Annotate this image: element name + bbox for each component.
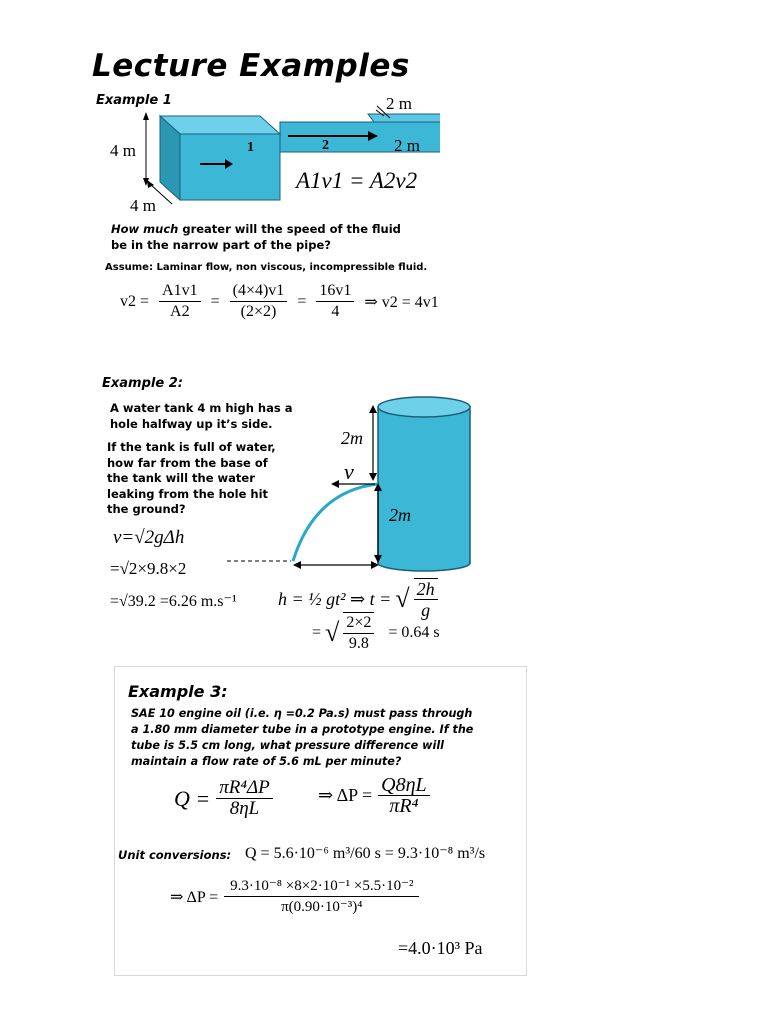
water-tank bbox=[378, 407, 470, 563]
poiseuille-den: 8ηL bbox=[229, 798, 260, 819]
ex3-line3: tube is 5.5 cm long, what pressure difference will bbox=[131, 739, 444, 752]
continuity-equation: A1v1 = A2v2 bbox=[296, 168, 418, 193]
wide-pipe bbox=[180, 134, 280, 200]
question-rest: greater will the speed of the fluid bbox=[182, 222, 401, 236]
poiseuille-fraction bbox=[216, 778, 273, 819]
tank-label-velocity: v bbox=[344, 459, 354, 484]
section-label-1: 1 bbox=[247, 140, 254, 155]
calc-lhs: v2 = bbox=[120, 292, 150, 310]
delta-p-calculation bbox=[170, 876, 419, 917]
example-1-calculation: v2 = $\frac{A1v1}{A2}$ = $\frac{(4\times 4)v1}{(2\times 2)}$ = $\frac{16v1}{4}$ ⇒ v2 = 4v1 bbox=[120, 282, 439, 320]
eq-time2-result: = 0.64 s bbox=[388, 624, 440, 641]
poiseuille-equation bbox=[174, 778, 273, 819]
calc-fraction-1 bbox=[159, 281, 201, 322]
example-3-text bbox=[131, 706, 473, 770]
pressure-num: Q8ηL bbox=[378, 775, 430, 796]
frac3-den: 4 bbox=[331, 303, 340, 320]
frac2-num: (4×4)v1 bbox=[230, 281, 288, 302]
dim-top-width: 2 m bbox=[386, 94, 412, 113]
eq-time-den: g bbox=[421, 600, 431, 620]
eq-time: h = ½ gt² ⇒ t = √ $\frac{2h}{g}$ bbox=[278, 578, 438, 620]
ex3-line1: SAE 10 engine oil (i.e. η =0.2 Pa.s) must pass through bbox=[131, 707, 473, 720]
ex2-text1-line1: A water tank 4 m high has a bbox=[110, 401, 293, 415]
pressure-lhs: ⇒ ΔP = bbox=[318, 785, 373, 805]
calc-result: ⇒ v2 = 4v1 bbox=[364, 293, 439, 311]
poiseuille-lhs: Q = bbox=[174, 785, 211, 811]
delta-p-lhs: ⇒ ΔP = bbox=[170, 888, 219, 906]
example-1-question bbox=[111, 221, 431, 253]
ex3-line2: a 1.80 mm diameter tube in a prototype engine. If the bbox=[131, 723, 474, 736]
tank-label-bottom: 2m bbox=[389, 505, 411, 525]
eq-velocity: v=√2gΔh bbox=[113, 527, 185, 548]
eq-time2-num: 2×2 bbox=[343, 613, 374, 634]
eq-time2-fraction bbox=[343, 612, 374, 654]
unit-conversions-label: Unit conversions: bbox=[118, 848, 232, 862]
eq-step-3a: =√39.2 bbox=[110, 593, 156, 610]
delta-p-num: 9.3·10⁻⁸ ×8×2·10⁻¹ ×5.5·10⁻² bbox=[224, 876, 419, 897]
delta-p-result: =4.0·10³ Pa bbox=[398, 938, 483, 958]
dim-left-height: 4 m bbox=[110, 141, 136, 160]
water-trajectory bbox=[293, 484, 378, 561]
question-emphasis: How much bbox=[111, 222, 179, 236]
example-1-assumption: Assume: Laminar flow, non viscous, incompressible fluid. bbox=[105, 262, 428, 273]
eq-time2-den: 9.8 bbox=[348, 635, 369, 652]
ex2-text2-line3: the tank will the water bbox=[107, 471, 255, 485]
frac1-num: A1v1 bbox=[159, 281, 201, 302]
pressure-fraction bbox=[378, 775, 430, 816]
delta-p-fraction bbox=[224, 876, 419, 917]
calc-fraction-2 bbox=[230, 281, 288, 322]
ex2-text2-line2: how far from the base of bbox=[107, 455, 268, 470]
ex2-text2-line5: the ground? bbox=[107, 502, 186, 516]
example-2-heading: Example 2: bbox=[102, 376, 183, 391]
page-title: Lecture Examples bbox=[92, 48, 410, 84]
unit-conversion-equation: Q = 5.6·10⁻⁶ m³/60 s = 9.3·10⁻⁸ m³/s bbox=[245, 845, 486, 862]
eq-time2-eq: = bbox=[312, 624, 322, 641]
eq-step-3b: =6.26 m.s⁻¹ bbox=[159, 593, 237, 610]
delta-p-den: π(0.90·10⁻³)⁴ bbox=[281, 899, 363, 915]
ex2-text1-line2: hole halfway up it’s side. bbox=[110, 417, 273, 431]
example-1-heading: Example 1 bbox=[96, 93, 172, 108]
calc-fraction-3 bbox=[316, 281, 354, 322]
dim-depth: 4 m bbox=[130, 196, 156, 215]
ex2-text2-line4: leaking from the hole hit bbox=[107, 486, 269, 501]
pressure-den: πR⁴ bbox=[389, 795, 419, 817]
example-3-heading: Example 3: bbox=[128, 682, 228, 701]
tank-label-top: 2m bbox=[341, 428, 363, 448]
ex3-line4: maintain a flow rate of 5.6 mL per minute? bbox=[131, 755, 402, 768]
frac3-num: 16v1 bbox=[316, 281, 354, 302]
section-label-2: 2 bbox=[322, 138, 329, 153]
dim-right-height: 2 m bbox=[394, 136, 420, 155]
ex2-text2-line1: If the tank is full of water, bbox=[107, 440, 276, 454]
tank-diagram bbox=[225, 395, 480, 575]
question-line-2: be in the narrow part of the pipe? bbox=[111, 238, 331, 252]
pressure-equation bbox=[318, 775, 430, 816]
eq-time-value: = √ $\frac{2\times 2}{9.8}$ = 0.64 s bbox=[312, 614, 440, 652]
eq-time-lhs: h = ½ gt² ⇒ t = bbox=[278, 588, 392, 609]
eq-time-num: 2h bbox=[414, 579, 438, 600]
frac1-den: A2 bbox=[170, 303, 190, 320]
eq-step-2: =√2×9.8×2 bbox=[110, 559, 187, 578]
frac2-den: (2×2) bbox=[240, 303, 277, 320]
poiseuille-num: πR⁴ΔP bbox=[216, 778, 273, 799]
eq-step-3 bbox=[110, 591, 237, 611]
